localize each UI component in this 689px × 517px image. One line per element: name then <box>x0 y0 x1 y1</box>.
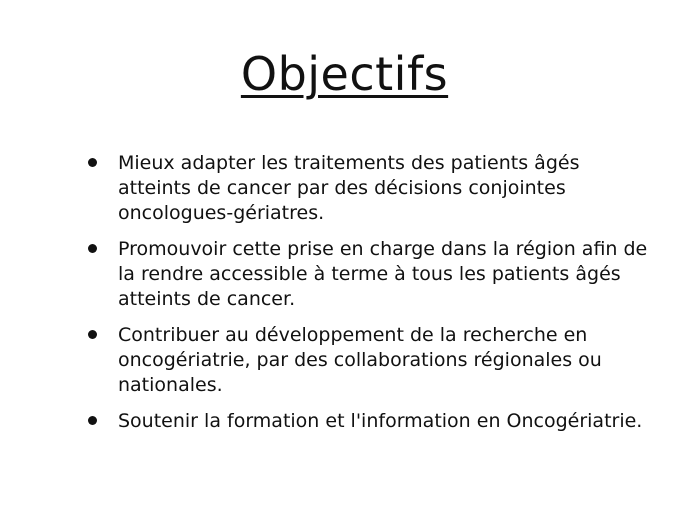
bullet-text: Soutenir la formation et l'information en Oncogériatrie. <box>118 410 643 432</box>
bullet-item <box>86 323 656 398</box>
slide-title-text: Objectifs <box>240 47 449 101</box>
bullet-text: Contribuer au développement de la recherche en oncogériatrie, par des collaborations régionales ou nationales. <box>118 324 602 396</box>
bullet-text: Mieux adapter les traitements des patients âgés atteints de cancer par des décisions conjointes oncologues-gériatres. <box>118 152 580 224</box>
bullet-dot-icon <box>88 244 97 253</box>
bullet-dot-icon <box>88 158 97 167</box>
bullet-dot-icon <box>88 416 97 425</box>
slide-title <box>0 46 689 102</box>
bullet-item <box>86 151 656 226</box>
bullet-dot-icon <box>88 330 97 339</box>
bullet-item <box>86 237 656 312</box>
bullet-item <box>86 409 656 434</box>
bullet-text: Promouvoir cette prise en charge dans la région afin de la rendre accessible à terme à tous les patients âgés atteints de cancer. <box>118 238 648 310</box>
bullet-list <box>86 151 656 445</box>
